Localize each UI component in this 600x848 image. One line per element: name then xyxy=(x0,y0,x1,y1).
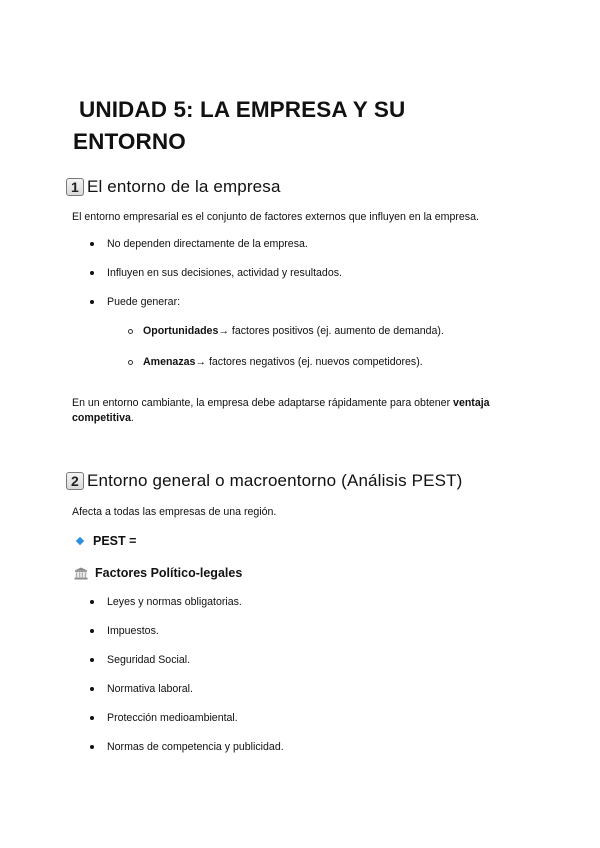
list-item: No dependen directamente de la empresa. xyxy=(90,237,308,251)
list-item: Puede generar: xyxy=(90,295,180,309)
section-1-closing: En un entorno cambiante, la empresa debe adaptarse rápidamente para obtener ventaja competitiva. xyxy=(72,397,490,424)
sub-list-item-opportunities: Oportunidades → factores positivos (ej. aumento de demanda). xyxy=(128,324,444,338)
classical-building-icon xyxy=(74,567,88,580)
bullet-icon xyxy=(90,745,94,749)
list-item: Normativa laboral. xyxy=(90,682,193,696)
keycap-1-icon: 1 xyxy=(66,178,84,196)
bullet-icon xyxy=(90,687,94,691)
political-factors-heading: Factores Político-legales xyxy=(74,565,242,581)
bullet-icon xyxy=(90,629,94,633)
bullet-icon xyxy=(90,600,94,604)
bullet-icon xyxy=(90,271,94,275)
keycap-2-icon: 2 xyxy=(66,472,84,490)
hollow-bullet-icon xyxy=(128,360,133,365)
hollow-bullet-icon xyxy=(128,329,133,334)
list-item: Normas de competencia y publicidad. xyxy=(90,740,284,754)
list-item: Protección medioambiental. xyxy=(90,711,238,725)
pest-label: PEST = xyxy=(74,533,136,549)
section-1-intro: El entorno empresarial es el conjunto de factores externos que influyen en la empresa. xyxy=(72,211,479,223)
bullet-icon xyxy=(90,242,94,246)
bullet-icon xyxy=(90,658,94,662)
list-item: Seguridad Social. xyxy=(90,653,190,667)
blue-diamond-icon xyxy=(76,537,84,545)
bullet-icon xyxy=(90,716,94,720)
list-item: Leyes y normas obligatorias. xyxy=(90,595,242,609)
section-2-heading: 2 Entorno general o macroentorno (Análisis PEST) xyxy=(66,470,462,492)
section-2-intro: Afecta a todas las empresas de una región. xyxy=(72,506,277,518)
list-item: Impuestos. xyxy=(90,624,159,638)
list-item: Influyen en sus decisiones, actividad y resultados. xyxy=(90,266,342,280)
sub-list-item-threats: Amenazas → factores negativos (ej. nuevos competidores). xyxy=(128,355,423,369)
bullet-icon xyxy=(90,300,94,304)
page-title: UNIDAD 5: LA EMPRESA Y SU ENTORNO xyxy=(73,97,406,154)
section-1-heading: 1 El entorno de la empresa xyxy=(66,176,281,198)
